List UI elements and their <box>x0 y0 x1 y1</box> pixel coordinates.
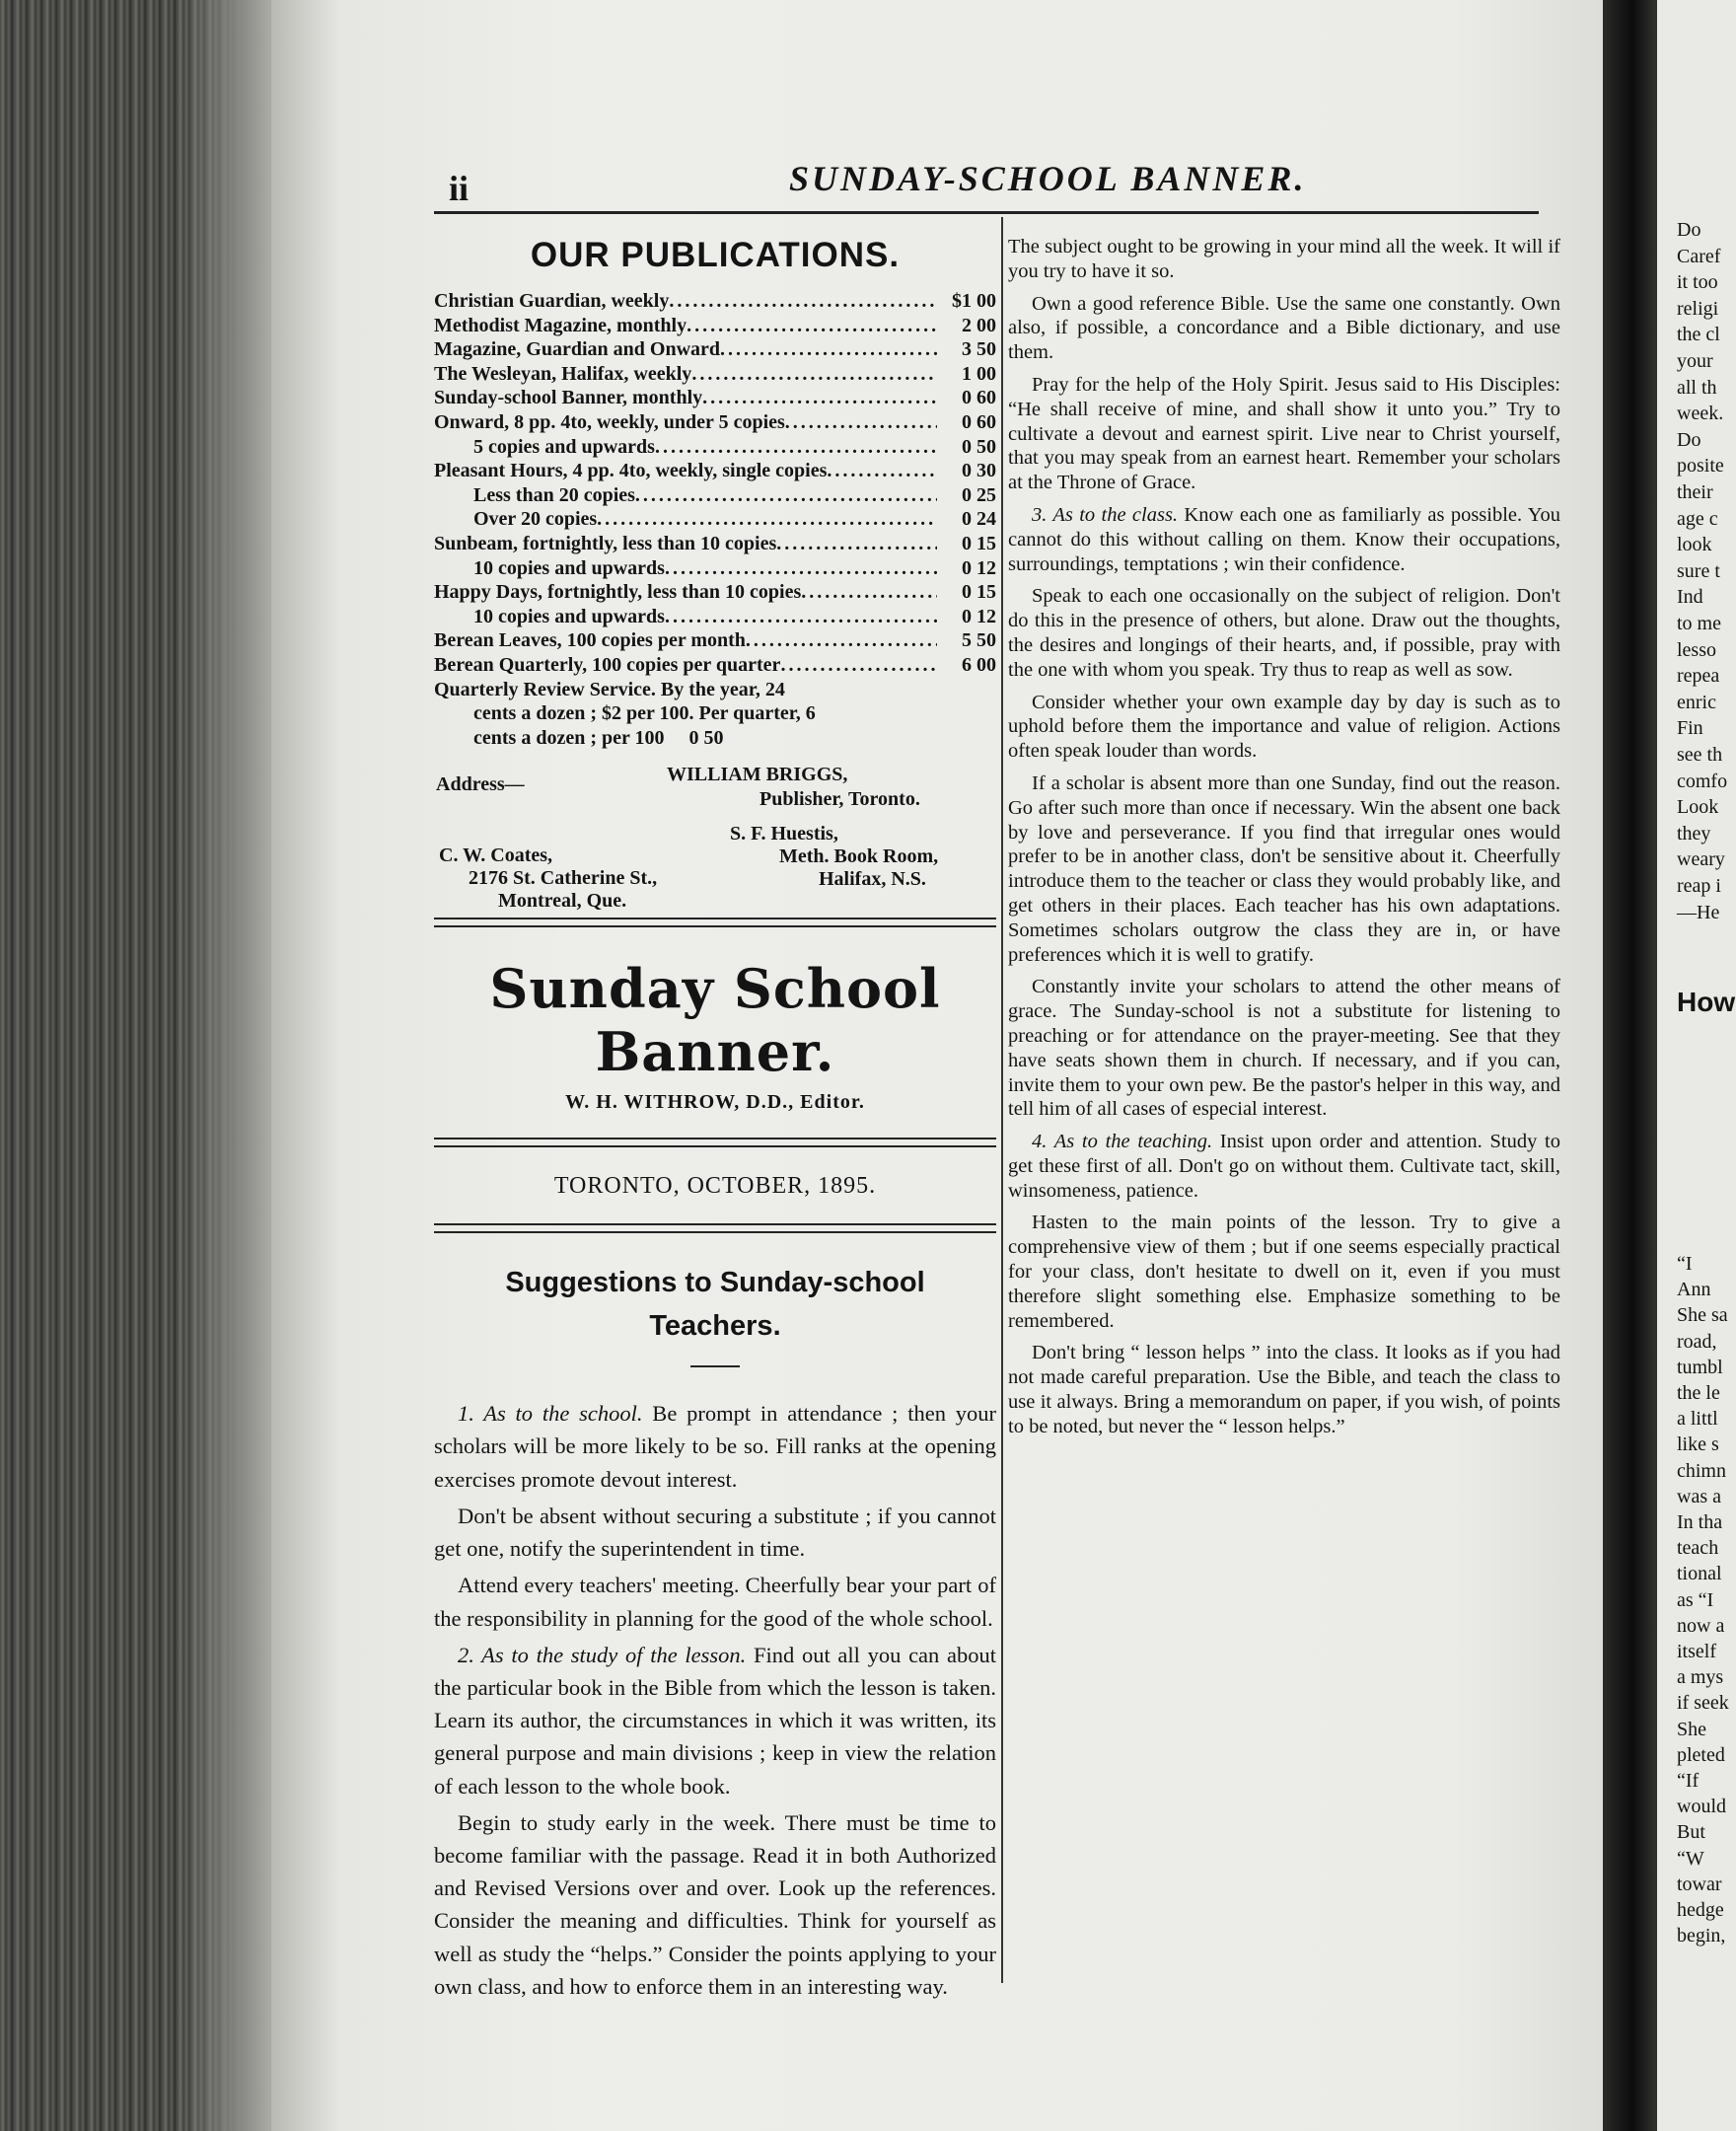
publications-heading: OUR PUBLICATIONS. <box>530 236 901 274</box>
publication-row <box>434 337 996 362</box>
address-label: Address— <box>436 773 525 796</box>
facing-page-fragment: a mys <box>1677 1666 1724 1689</box>
article-paragraph: If a scholar is absent more than one Sunday, find out the reason. Go after such more than once if necessary. Win the absent one back by love and perseverance. If you find that irregular ones would prefer to be in another class, don't be sensitive about it. Cheerfully introduce them to the teacher or class they would probably like, and get others in their places. Each teacher has his own adaptations. Sometimes scholars outgrow the class they are in, or have preferences which it is well to gratify. <box>1008 772 1560 966</box>
publication-row <box>434 653 996 678</box>
facing-page-fragment: “W <box>1677 1847 1704 1870</box>
article-paragraph: Begin to study early in the week. There must be time to become familiar with the passage. Read it in both Authorized and Revised Versions over and over. Look up the references. Consider the meaning and difficulties. Think for yourself as well as study the “helps.” Consider the points applying to your own class, and how to enforce them in an interesting way. <box>434 1809 996 1999</box>
publication-name: cents a dozen ; per 100 <box>473 726 665 749</box>
publication-price: $1 00 <box>952 290 996 312</box>
facing-page-fragment: now a <box>1677 1614 1725 1637</box>
facing-page-fragment: all th <box>1677 376 1717 399</box>
facing-page-fragment: was a <box>1677 1485 1721 1507</box>
publication-price: 0 60 <box>962 410 996 433</box>
left-column <box>434 232 996 2007</box>
article-paragraph: Attend every teachers' meeting. Cheerfully bear your part of the responsibility in planning for the good of the whole school. <box>434 1573 996 1631</box>
facing-page-fragment: towar <box>1677 1873 1722 1895</box>
publication-price: 5 50 <box>962 629 996 652</box>
masthead-title: Sunday School Banner. <box>489 957 941 1084</box>
publication-name: Berean Quarterly, 100 copies per quarter <box>434 653 781 676</box>
facing-page-fragment: a littl <box>1677 1408 1718 1431</box>
article-paragraph: 3. As to the class. Know each one as familiarly as possible. You cannot do this without calling on them. Know their occupations, surroundings, temptations ; win their confidence. <box>1008 503 1560 575</box>
double-rule <box>434 1138 996 1147</box>
publication-name: Sunday-school Banner, monthly <box>434 387 703 409</box>
facing-page-fragment: road, <box>1677 1330 1717 1353</box>
facing-page-fragment: In tha <box>1677 1511 1723 1533</box>
right-column <box>1008 235 1560 1447</box>
publication-price: 0 15 <box>962 581 996 604</box>
facing-page-fragment: would <box>1677 1796 1726 1818</box>
publication-price: 0 25 <box>962 483 996 506</box>
facing-page-fragment: their <box>1677 481 1713 503</box>
publication-name: Berean Leaves, 100 copies per month <box>434 629 746 652</box>
publication-price: 0 12 <box>962 556 996 579</box>
publication-name: Pleasant Hours, 4 pp. 4to, weekly, single copies <box>434 460 828 482</box>
publication-name: 10 copies and upwards <box>473 556 665 579</box>
facing-page-fragment: She sa <box>1677 1304 1728 1327</box>
facing-page-fragment: week. <box>1677 403 1724 425</box>
page-number: ii <box>449 169 470 208</box>
article-paragraph: The subject ought to be growing in your mind all the week. It will if you try to have it so. <box>1008 236 1560 282</box>
publication-name: The Wesleyan, Halifax, weekly <box>434 362 692 385</box>
publication-row <box>434 678 996 702</box>
dateline: TORONTO, OCTOBER, 1895. <box>553 1173 877 1200</box>
publication-row <box>434 580 996 605</box>
publication-row <box>434 289 996 314</box>
publication-price: 0 15 <box>962 532 996 554</box>
publication-name: Quarterly Review Service. By the year, 24 <box>434 678 785 700</box>
article-paragraph: Don't be absent without securing a substitute ; if you cannot get one, notify the superintendent in time. <box>434 1503 996 1562</box>
facing-page-fragment: lesso <box>1677 638 1716 661</box>
facing-page-fragment: age c <box>1677 507 1718 530</box>
publication-row <box>434 507 996 532</box>
facing-page-fragment: “I <box>1677 1253 1693 1275</box>
double-rule <box>434 1223 996 1233</box>
double-rule <box>434 918 996 927</box>
facing-page-fragment: itself <box>1677 1641 1716 1662</box>
agent-montreal: C. W. Coates, 2176 St. Catherine St., Montreal, Que. <box>439 845 658 913</box>
facing-page-fragment: see th <box>1677 744 1723 766</box>
publication-price: 1 00 <box>962 362 996 385</box>
facing-page-fragment: Fin <box>1677 717 1703 740</box>
publication-name: Sunbeam, fortnightly, less than 10 copies <box>434 532 777 554</box>
address-block <box>434 764 996 912</box>
facing-page-fragment: pleted <box>1677 1743 1725 1766</box>
publisher-name: WILLIAM BRIGGS, <box>667 764 848 786</box>
publication-price: 0 60 <box>962 387 996 409</box>
article-paragraph: Hasten to the main points of the lesson. Try to give a comprehensive view of them ; but if one seems especially practical for your class, don't hesitate to dwell on it, even if you must therefore slight something else. Emphasize something to be remembered. <box>1008 1212 1560 1332</box>
article-paragraph: Consider whether your own example day by day is such as to uphold before them the importance and value of religion. Actions often speak louder than words. <box>1008 691 1560 763</box>
publication-row <box>434 314 996 338</box>
publication-price: 0 30 <box>962 460 996 482</box>
publication-price: 0 50 <box>688 726 724 749</box>
facing-page-fragment: tumbl <box>1677 1356 1723 1378</box>
facing-page-fragment: chimn <box>1677 1459 1726 1482</box>
facing-page-fragment: She <box>1677 1718 1706 1740</box>
facing-page-fragment: comfo <box>1677 770 1728 792</box>
book-gutter <box>1603 0 1662 2131</box>
masthead-editor: W. H. WITHROW, D.D., Editor. <box>565 1091 865 1114</box>
facing-page-fragment: repea <box>1677 665 1720 688</box>
book-page-edges <box>0 0 286 2131</box>
facing-page-fragment: look <box>1677 534 1712 556</box>
facing-page-fragment: tional <box>1677 1563 1722 1585</box>
column-divider <box>1001 217 1003 1983</box>
article-paragraph: Constantly invite your scholars to attend the other means of grace. The Sunday-school is not a substitute for listening to preaching or for attendance on the prayer-meeting. See that they have seats shown them in church. If necessary, and if you can, invite them to your own pew. Be the pastor's helper in this way, and tell him of all cases of especial interest. <box>1008 976 1560 1121</box>
facing-page-fragment: Look <box>1677 796 1719 819</box>
publication-name: Over 20 copies <box>473 508 598 531</box>
publication-row <box>434 386 996 410</box>
facing-page-heading: How <box>1677 987 1736 1017</box>
article-paragraph: 2. As to the study of the lesson. Find out all you can about the particular book in the Bible from which the lesson is taken. Learn its author, the circumstances in which it was written, its general purpose and main divisions ; keep in view the relation of each lesson to the whole book. <box>434 1642 996 1799</box>
facing-page-fragment: teach <box>1677 1537 1719 1560</box>
article-title: Suggestions to Sunday-school Teachers. <box>505 1267 925 1343</box>
publication-price: 0 24 <box>962 508 996 531</box>
facing-page-fragment: Do <box>1677 219 1701 241</box>
publications-list <box>434 289 996 750</box>
facing-page-fragment: if seek <box>1677 1692 1729 1715</box>
publication-name: Less than 20 copies <box>473 483 635 506</box>
publication-price: 0 50 <box>962 435 996 458</box>
facing-page-fragment: enric <box>1677 691 1716 713</box>
publication-price: 2 00 <box>962 314 996 336</box>
facing-page-fragment: posite <box>1677 455 1724 478</box>
publication-name: Magazine, Guardian and Onward <box>434 338 721 361</box>
facing-page-fragment: hedge <box>1677 1899 1724 1921</box>
publication-row-continued: cents a dozen ; $2 per 100. Per quarter, 6 <box>473 702 816 725</box>
facing-page-fragment: like s <box>1677 1433 1719 1456</box>
facing-page-fragment: your <box>1677 350 1713 372</box>
facing-page-fragment: Do <box>1677 428 1701 451</box>
publication-row <box>434 435 996 460</box>
publisher-place: Publisher, Toronto. <box>760 788 920 811</box>
running-title: SUNDAY-SCHOOL BANNER. <box>789 159 1307 198</box>
facing-page-fragment: religi <box>1677 297 1719 320</box>
publication-name: 5 copies and upwards <box>473 435 655 458</box>
publication-row <box>434 628 996 653</box>
publication-row <box>434 605 996 629</box>
publication-price: 0 12 <box>962 605 996 627</box>
agent-halifax: S. F. Huestis, Meth. Book Room, Halifax, N.S. <box>730 823 939 891</box>
publication-name: Happy Days, fortnightly, less than 10 copies <box>434 581 802 604</box>
facing-page-fragment: they <box>1677 822 1711 845</box>
article-paragraph: Own a good reference Bible. Use the same one constantly. Own also, if possible, a concordance and a Bible dictionary, and use them. <box>1008 292 1560 364</box>
facing-page-fragment: sure t <box>1677 559 1720 582</box>
facing-page-fragment: the cl <box>1677 324 1720 346</box>
facing-page-fragment: weary <box>1677 848 1725 871</box>
publication-row <box>434 556 996 581</box>
facing-page-fragment: it too <box>1677 271 1718 294</box>
publication-row-continued <box>434 726 996 751</box>
facing-page-fragment: Ind <box>1677 586 1703 609</box>
facing-page-fragment: But <box>1677 1821 1705 1844</box>
facing-page-fragment: as “I <box>1677 1588 1714 1611</box>
article-paragraph: Speak to each one occasionally on the subject of religion. Don't do this in the presence of others, but alone. Draw out the thoughts, the desires and longings of their hearts, and, if possible, pray with the one with whom you speak. Try thus to reap as well as sow. <box>1008 585 1560 681</box>
facing-page-fragment: Ann <box>1677 1279 1711 1301</box>
facing-page-fragment: the le <box>1677 1382 1720 1404</box>
facing-page-fragment: “If <box>1677 1770 1700 1792</box>
article-paragraph: 4. As to the teaching. Insist upon order and attention. Study to get these first of all. Don't go on without them. Cultivate tact, skill, winsomeness, patience. <box>1008 1131 1561 1202</box>
article-paragraph: Pray for the help of the Holy Spirit. Jesus said to His Disciples: “He shall receive of mine, and shall show it unto you.” Try to cultivate a devout and earnest spirit. Live near to Christ yourself, that you may speak from an earnest heart. Remember your scholars at the Throne of Grace. <box>1008 373 1560 494</box>
publication-row <box>434 362 996 387</box>
facing-page-fragment: to me <box>1677 613 1721 634</box>
facing-page-fragment: —He <box>1677 901 1720 923</box>
header-rule <box>434 211 1539 214</box>
facing-page-fragment: reap i <box>1677 875 1721 897</box>
article-paragraph: 1. As to the school. Be prompt in attendance ; then your scholars will be more likely to be so. Fill ranks at the opening exercises promote devout interest. <box>434 1401 996 1492</box>
publication-name: 10 copies and upwards <box>473 605 665 627</box>
publication-name: Methodist Magazine, monthly <box>434 314 687 336</box>
publication-price: 6 00 <box>962 653 996 676</box>
publication-name: Christian Guardian, weekly <box>434 290 670 312</box>
facing-page-fragment: begin, <box>1677 1925 1726 1947</box>
publication-row <box>434 483 996 508</box>
facing-page-fragment: Caref <box>1677 245 1721 267</box>
title-dash <box>690 1365 740 1367</box>
publication-row <box>434 532 996 556</box>
publication-name: Onward, 8 pp. 4to, weekly, under 5 copies <box>434 410 785 433</box>
article-paragraph: Don't bring “ lesson helps ” into the class. It looks as if you had not made careful preparation. Use the Bible, and teach the class to use it always. Bring a memorandum on paper, if you wish, of points to be noted, but never the “ lesson helps.” <box>1008 1342 1560 1437</box>
publication-row <box>434 410 996 435</box>
publication-price: 3 50 <box>962 338 996 361</box>
publication-row <box>434 459 996 483</box>
